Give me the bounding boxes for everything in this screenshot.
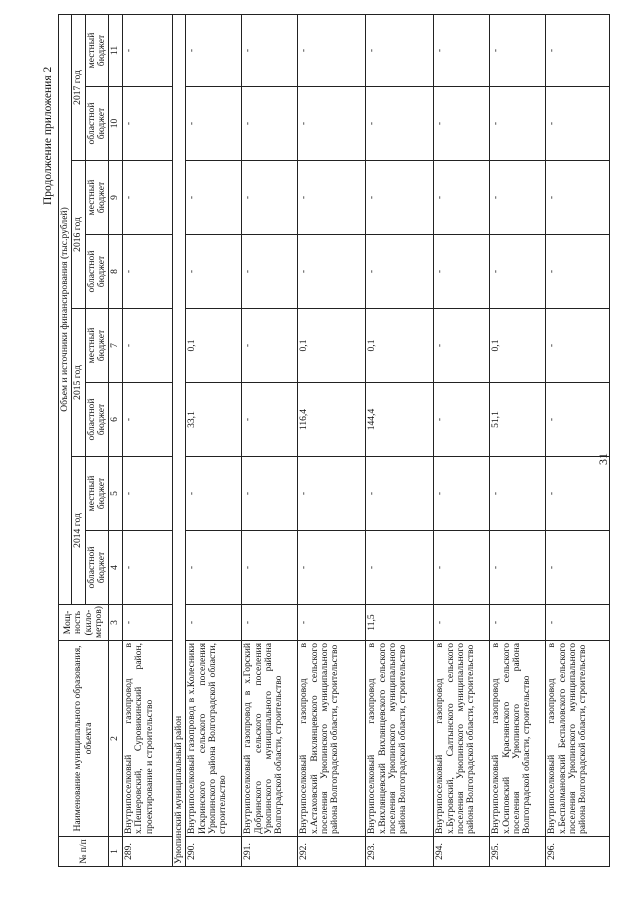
value-cell: - [242, 309, 298, 383]
value-cell: - [242, 531, 298, 605]
object-name: Внутрипоселковый газопровод в х.Пешеровский, Суровикинский район, проектирование и строительство [122, 641, 172, 837]
page-number: 31 [596, 453, 610, 465]
value-cell: - [242, 457, 298, 531]
header-year-2014: 2014 год [72, 457, 85, 605]
col-number: 10 [109, 87, 122, 161]
row-number: 295. [490, 837, 546, 867]
header-name: Наименование муниципального образования, объекта [59, 641, 109, 837]
value-cell: - [490, 457, 546, 531]
table-row [366, 14, 434, 866]
value-cell: - [298, 235, 366, 309]
section-row [172, 14, 185, 866]
table-row [186, 14, 242, 866]
value-cell: - [186, 161, 242, 235]
value-cell: - [298, 531, 366, 605]
col-number: 7 [109, 309, 122, 383]
value-cell: - [434, 87, 490, 161]
value-cell: - [186, 87, 242, 161]
col-number: 4 [109, 531, 122, 605]
table-row [434, 14, 490, 866]
object-name: Внутрипоселковый газопровод в х.Астаховский Вихлянцевского сельского поселения Урюпинского муниципального района Волгоградской области, строительство [298, 641, 366, 837]
value-cell: 116,4 [298, 383, 366, 457]
value-cell: - [546, 235, 610, 309]
row-number: 290. [186, 837, 242, 867]
value-cell: - [434, 14, 490, 86]
header-regional-2015: областной бюджет [85, 383, 109, 457]
value-cell: - [546, 309, 610, 383]
object-name: Внутрипоселковый газопровод в х.Вихлянцевский Вихлянцевского сельского поселения Урюпинского муниципального района Волгоградской области, строительство [366, 641, 434, 837]
object-name: Внутрипоселковый газопровод в х.Беспалмановский Беспаловского сельского поселения Урюпинского муниципального района Волгоградской области, строительство [546, 641, 610, 837]
header-capacity: Мощ-ность (кило-метров) [59, 605, 109, 641]
continuation-note: Продолжение приложения 2 [42, 66, 54, 205]
value-cell: - [242, 14, 298, 86]
value-cell: - [298, 161, 366, 235]
financing-table [58, 14, 610, 867]
table-row [122, 14, 172, 866]
value-cell: - [366, 457, 434, 531]
value-cell: - [122, 457, 172, 531]
value-cell: - [298, 87, 366, 161]
col-number: 11 [109, 14, 122, 86]
value-cell: - [546, 87, 610, 161]
value-cell: - [366, 235, 434, 309]
header-regional-2017: областной бюджет [85, 87, 109, 161]
value-cell: - [242, 87, 298, 161]
value-cell: - [298, 14, 366, 86]
value-cell: 0,1 [366, 309, 434, 383]
table-body [122, 14, 609, 866]
value-cell: - [434, 457, 490, 531]
col-number: 6 [109, 383, 122, 457]
header-num: № п/п [59, 837, 109, 867]
value-cell: - [490, 161, 546, 235]
capacity-cell: - [242, 605, 298, 641]
col-number: 3 [109, 605, 122, 641]
capacity-cell: - [186, 605, 242, 641]
value-cell: - [546, 457, 610, 531]
table-row [298, 14, 366, 866]
value-cell: - [242, 235, 298, 309]
value-cell: 33,1 [186, 383, 242, 457]
capacity-cell: - [434, 605, 490, 641]
value-cell: - [122, 383, 172, 457]
value-cell: - [490, 531, 546, 605]
value-cell: - [366, 87, 434, 161]
col-number: 2 [109, 641, 122, 837]
row-number: 292. [298, 837, 366, 867]
value-cell: - [242, 383, 298, 457]
value-cell: - [434, 531, 490, 605]
header-year-2015: 2015 год [72, 309, 85, 457]
header-regional-2016: областной бюджет [85, 235, 109, 309]
object-name: Внутрипоселковый газопровод в х.Осиповский Краснянского сельского поселения Урюпинского района Волгоградской области, строительство [490, 641, 546, 837]
row-number: 289. [122, 837, 172, 867]
header-local-2014: местный бюджет [85, 457, 109, 531]
value-cell: - [546, 383, 610, 457]
row-number: 294. [434, 837, 490, 867]
value-cell: - [298, 457, 366, 531]
value-cell: - [546, 14, 610, 86]
header-year-2017: 2017 год [72, 14, 85, 160]
table-row [242, 14, 298, 866]
object-name: Внутрипоселковый газопровод в х.Бугровский, Салтынского сельского поселения Урюпинского муниципального района Волгоградской области, строительство [434, 641, 490, 837]
value-cell: - [434, 235, 490, 309]
value-cell: 0,1 [298, 309, 366, 383]
value-cell: - [186, 457, 242, 531]
value-cell: - [122, 531, 172, 605]
table-header [59, 14, 123, 866]
row-number: 293. [366, 837, 434, 867]
value-cell: - [490, 235, 546, 309]
capacity-cell: - [122, 605, 172, 641]
header-local-2015: местный бюджет [85, 309, 109, 383]
column-numbers-row [109, 14, 122, 866]
value-cell: - [490, 14, 546, 86]
value-cell: - [186, 14, 242, 86]
value-cell: - [490, 87, 546, 161]
header-local-2016: местный бюджет [85, 161, 109, 235]
value-cell: - [366, 14, 434, 86]
value-cell: - [122, 161, 172, 235]
col-number: 9 [109, 161, 122, 235]
row-number: 291. [242, 837, 298, 867]
value-cell: 51,1 [490, 383, 546, 457]
value-cell: - [546, 161, 610, 235]
col-number: 1 [109, 837, 122, 867]
col-number: 5 [109, 457, 122, 531]
value-cell: - [434, 383, 490, 457]
capacity-cell: - [490, 605, 546, 641]
header-financing-group: Объем и источники финансирования (тыс.рублей) [59, 14, 72, 604]
value-cell: - [122, 14, 172, 86]
capacity-cell: - [298, 605, 366, 641]
row-number: 296. [546, 837, 610, 867]
value-cell: - [122, 309, 172, 383]
value-cell: - [366, 161, 434, 235]
col-number: 8 [109, 235, 122, 309]
header-regional-2014: областной бюджет [85, 531, 109, 605]
value-cell: - [186, 235, 242, 309]
header-local-2017: местный бюджет [85, 14, 109, 86]
capacity-cell: 11,5 [366, 605, 434, 641]
value-cell: - [122, 87, 172, 161]
section-label: Урюпинский муниципальный район [172, 14, 185, 866]
value-cell: - [434, 161, 490, 235]
header-year-2016: 2016 год [72, 161, 85, 309]
object-name: Внутрипоселковый газопровод в х.Колесники Искринского сельского поселения Урюпинского района Волгоградской области, строительство [186, 641, 242, 837]
value-cell: - [434, 309, 490, 383]
value-cell: - [242, 161, 298, 235]
value-cell: 0,1 [490, 309, 546, 383]
table-row [490, 14, 546, 866]
value-cell: 0,1 [186, 309, 242, 383]
value-cell: - [366, 531, 434, 605]
value-cell: - [186, 531, 242, 605]
object-name: Внутрипоселковый газопровод в х.Горский Добринского сельского поселения Урюпинского муниципального района Волгоградской области, строительство [242, 641, 298, 837]
capacity-cell: - [546, 605, 610, 641]
value-cell: - [122, 235, 172, 309]
value-cell: 144,4 [366, 383, 434, 457]
table-row [546, 14, 610, 866]
value-cell: - [546, 531, 610, 605]
